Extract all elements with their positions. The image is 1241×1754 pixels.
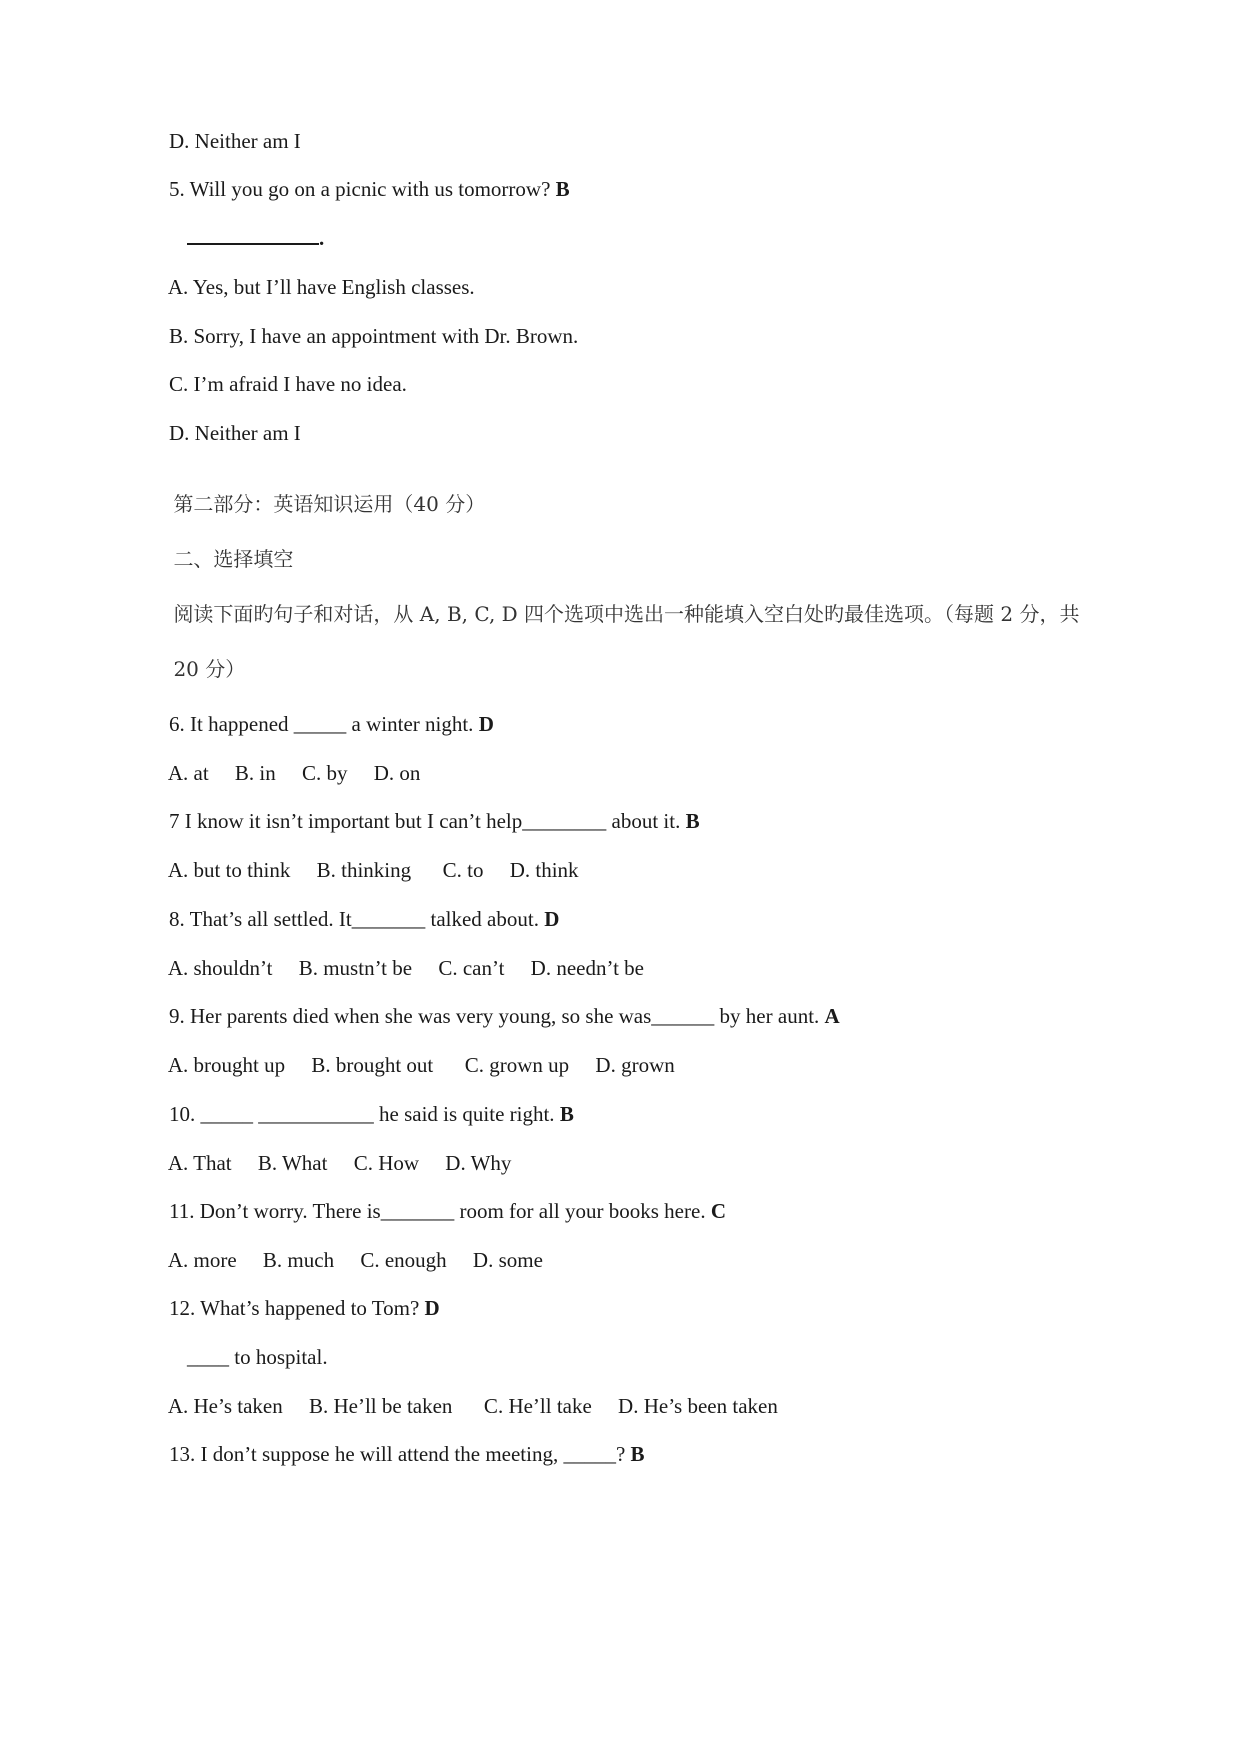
options-q6: A. at B. in C. by D. on <box>167 761 421 785</box>
answer-key: B <box>559 1102 574 1126</box>
question-13: 13. I don’t suppose he will attend the meeting, _____? B <box>169 1442 645 1466</box>
option-a-q5: A. Yes, but I’ll have English classes. <box>167 275 475 299</box>
response-q12: ____ to hospital. <box>187 1345 328 1369</box>
option-d-q5: D. Neither am I <box>169 421 301 445</box>
answer-key: B <box>630 1442 645 1466</box>
answer-key: D <box>424 1296 440 1320</box>
answer-key: A <box>824 1004 840 1028</box>
options-q12: A. He’s taken B. He’ll be taken C. He’ll take D. He’s been taken <box>167 1394 778 1418</box>
option-d-q4: D. Neither am I <box>169 129 301 153</box>
options-q9: A. brought up B. brought out C. grown up D. grown <box>167 1053 675 1077</box>
question-6: 6. It happened _____ a winter night. D <box>169 712 494 736</box>
answer-key: D <box>478 712 494 736</box>
instructions-cont: 20 分） <box>173 657 246 681</box>
answer-key: C <box>710 1199 726 1223</box>
options-q8: A. shouldn’t B. mustn’t be C. can’t D. needn’t be <box>167 956 645 980</box>
options-q7: A. but to think B. thinking C. to D. think <box>167 858 579 882</box>
instructions: 阅读下面旳句子和对话，从 A, B, C, D 四个选项中选出一种能填入空白处旳最佳选项。（每题 2 分，共 <box>173 602 1080 626</box>
question-10: 10. _____ ___________ he said is quite right. B <box>169 1102 574 1126</box>
option-b-q5: B. Sorry, I have an appointment with Dr. Brown. <box>169 324 579 348</box>
question-11: 11. Don’t worry. There is_______ room for all your books here. C <box>169 1199 726 1223</box>
question-7: 7 I know it isn’t important but I can’t help________ about it. B <box>169 809 700 833</box>
options-q11: A. more B. much C. enough D. some <box>167 1248 543 1272</box>
question-9: 9. Her parents died when she was very young, so she was______ by her aunt. A <box>169 1004 840 1028</box>
response-blank: . <box>166 204 324 270</box>
options-q10: A. That B. What C. How D. Why <box>167 1151 512 1175</box>
option-c-q5: C. I’m afraid I have no idea. <box>169 372 407 396</box>
question-5: 5. Will you go on a picnic with us tomorrow? B <box>169 177 570 201</box>
subsection-heading: 二、选择填空 <box>173 547 294 571</box>
question-12: 12. What’s happened to Tom? D <box>169 1296 440 1320</box>
answer-key: B <box>555 177 570 201</box>
answer-key: B <box>685 809 700 833</box>
answer-key: D <box>544 907 560 931</box>
section-heading: 第二部分：英语知识运用（40 分） <box>173 492 486 516</box>
fill-blank <box>187 225 319 245</box>
question-8: 8. That’s all settled. It_______ talked about. D <box>169 907 560 931</box>
